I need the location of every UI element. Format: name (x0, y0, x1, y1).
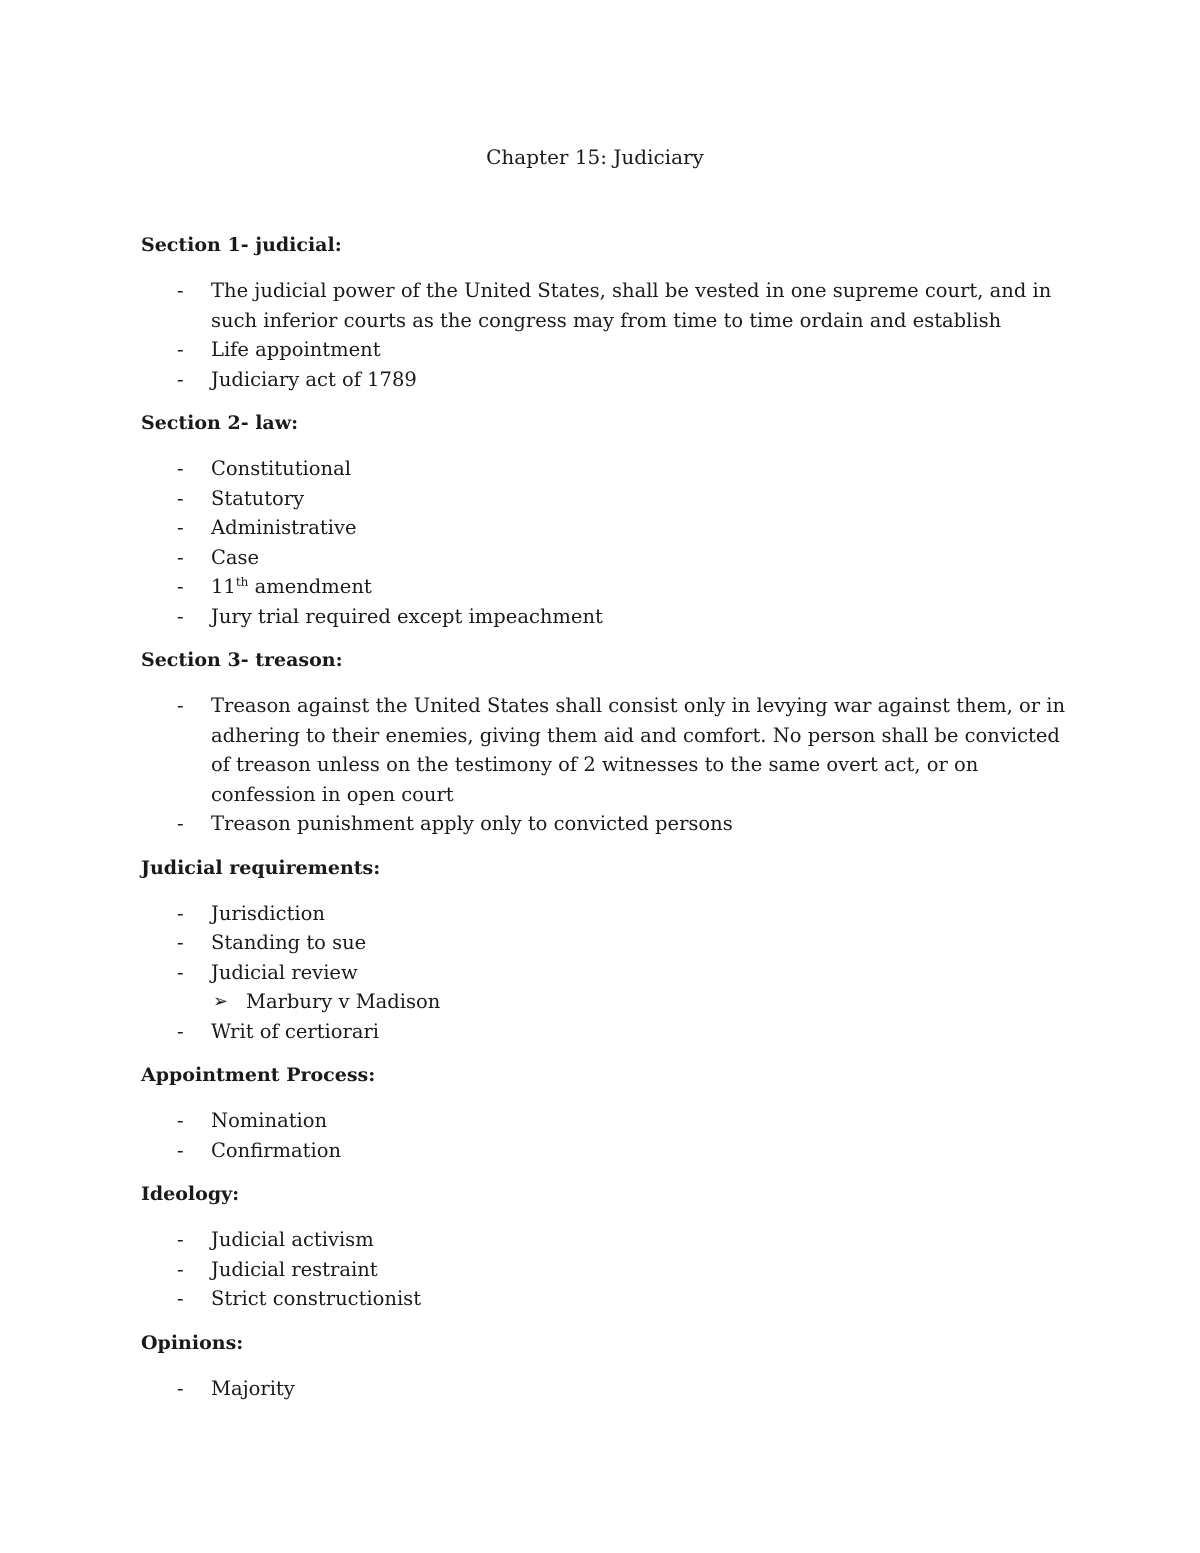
list-item-text: Judicial activism (211, 1228, 374, 1251)
list-item-text: Administrative (211, 516, 357, 539)
bullet-list (141, 1225, 1081, 1314)
dash-bullet-icon: - (177, 960, 184, 984)
list-item-text: Treason punishment apply only to convicted persons (211, 812, 733, 835)
list-item-text: The judicial power of the United States, shall be vested in one supreme court, and in such inferior courts as the congress may from time to time ordain and establish (211, 279, 1052, 332)
list-item-text: Statutory (211, 486, 305, 510)
document-body (141, 231, 1081, 1418)
list-item-text: Judicial review (211, 960, 358, 984)
dash-bullet-icon: - (177, 1019, 184, 1043)
list-item-text: Strict constructionist (211, 1287, 422, 1310)
section-heading: Opinions: (141, 1331, 244, 1354)
section-3 (141, 646, 1081, 839)
section-opinions (141, 1329, 1081, 1404)
bullet-list (141, 1374, 1081, 1404)
list-item (141, 454, 1081, 484)
list-item-text: Nomination (211, 1109, 328, 1132)
dash-bullet-icon: - (177, 1376, 184, 1400)
bullet-list (141, 1106, 1081, 1165)
dash-bullet-icon: - (177, 545, 184, 569)
list-item (141, 899, 1081, 929)
list-item-text: Judiciary act of 1789 (211, 367, 417, 391)
list-item-text: Constitutional (211, 457, 351, 480)
bullet-list (141, 454, 1081, 631)
list-item (141, 513, 1081, 543)
list-item-text: Majority (211, 1376, 295, 1400)
list-item (141, 1017, 1081, 1047)
list-item-text-rest: amendment (248, 575, 372, 598)
list-item (141, 572, 1081, 602)
list-item-text-number: 11 (211, 575, 236, 598)
arrow-bullet-icon: ➢ (213, 991, 229, 1012)
list-item (141, 1374, 1081, 1404)
dash-bullet-icon: - (177, 486, 184, 510)
section-heading: Section 3- treason: (141, 649, 343, 671)
section-ideology (141, 1180, 1081, 1314)
dash-bullet-icon: - (177, 931, 184, 954)
list-item (141, 602, 1081, 632)
dash-bullet-icon: - (177, 367, 184, 391)
bullet-list (141, 276, 1081, 394)
dash-bullet-icon: - (177, 694, 184, 717)
dash-bullet-icon: - (177, 604, 184, 628)
section-heading: Judicial requirements: (141, 856, 381, 879)
list-item (141, 484, 1081, 514)
list-item-text: Judicial restraint (211, 1257, 378, 1281)
dash-bullet-icon: - (177, 812, 184, 835)
section-2 (141, 409, 1081, 631)
dash-bullet-icon: - (177, 338, 184, 361)
sub-list-item (211, 987, 1081, 1017)
section-heading: Section 1- judicial: (141, 234, 342, 256)
list-item-text: Life appointment (211, 338, 381, 361)
list-item (141, 276, 1081, 335)
list-item (141, 1284, 1081, 1314)
dash-bullet-icon: - (177, 1109, 184, 1132)
dash-bullet-icon: - (177, 279, 184, 302)
dash-bullet-icon: - (177, 457, 184, 480)
dash-bullet-icon: - (177, 901, 184, 925)
bullet-list (141, 899, 1081, 1047)
section-heading: Section 2- law: (141, 412, 299, 434)
list-item-text: Treason against the United States shall consist only in levying war against them, or in adhering to their enemies, giving them aid and comfort. No person shall be convicted of treason unless on the testimony of 2 witnesses to the same overt act, or on confession in open court (211, 694, 1066, 806)
page-title: Chapter 15: Judiciary (486, 145, 704, 169)
list-item-text: Confirmation (211, 1138, 342, 1162)
sub-list (211, 987, 1081, 1017)
dash-bullet-icon: - (177, 575, 184, 598)
dash-bullet-icon: - (177, 516, 184, 539)
section-judicial-requirements (141, 854, 1081, 1047)
list-item (141, 1255, 1081, 1285)
section-appointment-process (141, 1061, 1081, 1165)
list-item (141, 335, 1081, 365)
section-heading: Appointment Process: (141, 1064, 376, 1086)
dash-bullet-icon: - (177, 1287, 184, 1310)
list-item (141, 928, 1081, 958)
list-item (141, 691, 1081, 809)
dash-bullet-icon: - (177, 1228, 184, 1251)
list-item-text: Standing to sue (211, 931, 367, 954)
list-item-text: Writ of certiorari (211, 1019, 380, 1043)
list-item-text: Case (211, 545, 260, 569)
list-item (141, 365, 1081, 395)
dash-bullet-icon: - (177, 1138, 184, 1162)
dash-bullet-icon: - (177, 1257, 184, 1281)
list-item-text: Jury trial required except impeachment (211, 604, 603, 628)
section-1 (141, 231, 1081, 394)
list-item-text: Jurisdiction (211, 901, 325, 925)
list-item (141, 958, 1081, 1017)
ordinal-suffix: th (235, 575, 249, 589)
list-item (141, 1106, 1081, 1136)
list-item (141, 543, 1081, 573)
list-item (141, 1225, 1081, 1255)
sub-list-item-text: Marbury v Madison (246, 990, 441, 1013)
section-heading: Ideology: (141, 1183, 240, 1205)
list-item (141, 809, 1081, 839)
list-item (141, 1136, 1081, 1166)
bullet-list (141, 691, 1081, 839)
